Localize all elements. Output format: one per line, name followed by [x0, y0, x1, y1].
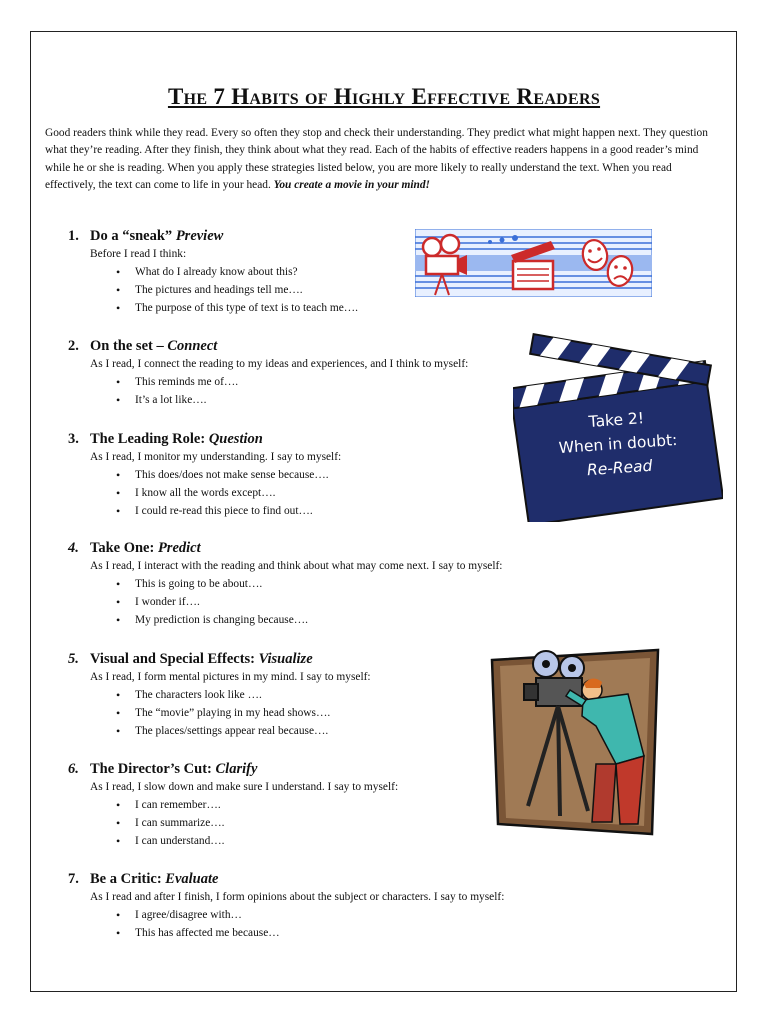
habit-number: 1.: [68, 228, 79, 244]
bullet-item: • I know all the words except….: [68, 484, 588, 502]
habit-bullets: [68, 906, 588, 942]
bullet-item: • The characters look like ….: [68, 686, 588, 704]
intro-paragraph: [45, 125, 725, 195]
habit-4: [68, 538, 588, 629]
bullet-item: • The purpose of this type of text is to teach me….: [68, 299, 588, 317]
bullet-item: • The “movie” playing in my head shows….: [68, 704, 588, 722]
page-title: The 7 Habits of Highly Effective Readers: [167, 84, 601, 109]
intro-text: Good readers think while they read. Every so often they stop and check their understanding. They predict what might happen next. They question what they’re reading. After they finish, they think about what they read. Each of the habits of effective readers happens in a good reader’s mind while he or she is reading. When you apply these strategies listed below, you are more likely to really understand the text. When you read effectively, the text can come to life in your head.: [45, 127, 708, 192]
bullet-item: • This reminds me of….: [68, 373, 588, 391]
bullet-item: • My prediction is changing because….: [68, 611, 588, 629]
clapboard-line-3: Re-Read: [586, 456, 653, 480]
habit-bullets: [68, 575, 588, 629]
habit-heading: [68, 869, 588, 889]
bullet-item: • I could re-read this piece to find out….: [68, 502, 588, 520]
habit-number: 7.: [68, 871, 79, 887]
bullet-item: • This does/does not make sense because….: [68, 466, 588, 484]
habit-intro: As I read, I connect the reading to my ideas and experiences, and I think to myself:: [90, 358, 469, 370]
habit-intro: Before I read I think:: [90, 248, 187, 260]
habit-2: [68, 336, 588, 409]
habit-intro: As I read and after I finish, I form opinions about the subject or characters. I say to myself:: [90, 891, 505, 903]
bullet-item: • It’s a lot like….: [68, 391, 588, 409]
habit-bullets: [68, 373, 588, 409]
film-banner-image: [415, 229, 652, 297]
habit-keyword: Preview: [175, 228, 224, 244]
clapboard-text: [531, 402, 706, 486]
habit-keyword: Question: [208, 431, 263, 447]
habit-intro: As I read, I monitor my understanding. I say to myself:: [90, 451, 342, 463]
habit-number: 4.: [68, 540, 79, 556]
habit-title: On the set –: [90, 338, 168, 354]
bullet-item: • I can summarize….: [68, 814, 588, 832]
bullet-item: • The places/settings appear real because….: [68, 722, 588, 740]
habit-3: [68, 429, 588, 520]
habit-title: Take One:: [90, 540, 158, 556]
habit-bullets: [68, 466, 588, 520]
habit-intro: As I read, I slow down and make sure I understand. I say to myself:: [90, 781, 399, 793]
bullet-item: • I can remember….: [68, 796, 588, 814]
habit-keyword: Connect: [167, 338, 218, 354]
habit-heading: [68, 429, 588, 449]
bullet-item: • This has affected me because…: [68, 924, 588, 942]
habit-title: The Leading Role:: [90, 431, 209, 447]
habit-keyword: Clarify: [215, 761, 258, 777]
habit-number: 6.: [68, 761, 79, 777]
habit-heading: [68, 538, 588, 558]
bullet-item: • I can understand….: [68, 832, 588, 850]
habit-number: 5.: [68, 651, 79, 667]
clapboard-line-2: When in doubt:: [558, 430, 678, 458]
habit-number: 3.: [68, 431, 79, 447]
habit-number: 2.: [68, 338, 79, 354]
habit-intro: As I read, I form mental pictures in my mind. I say to myself:: [90, 671, 371, 683]
intro-emphasis: You create a movie in your mind!: [273, 179, 430, 192]
habit-intro: As I read, I interact with the reading and think about what may come next. I say to myself:: [90, 560, 503, 572]
bullet-item: • What do I already know about this?: [68, 263, 588, 281]
clapboard-image: [513, 330, 723, 522]
habit-7: [68, 869, 588, 942]
habit-title: Visual and Special Effects:: [90, 651, 259, 667]
bullet-item: • The pictures and headings tell me….: [68, 281, 588, 299]
habit-title: The Director’s Cut:: [90, 761, 216, 777]
cameraman-image: [488, 646, 664, 838]
bullet-item: • I wonder if….: [68, 593, 588, 611]
habit-keyword: Predict: [157, 540, 201, 556]
habit-title: Be a Critic:: [90, 871, 166, 887]
clapboard-line-1: Take 2!: [588, 409, 645, 431]
habit-title: Do a “sneak”: [90, 228, 176, 244]
bullet-item: • This is going to be about….: [68, 575, 588, 593]
habit-heading: [68, 336, 588, 356]
habit-keyword: Evaluate: [165, 871, 219, 887]
bullet-item: • I agree/disagree with…: [68, 906, 588, 924]
habit-keyword: Visualize: [258, 651, 313, 667]
